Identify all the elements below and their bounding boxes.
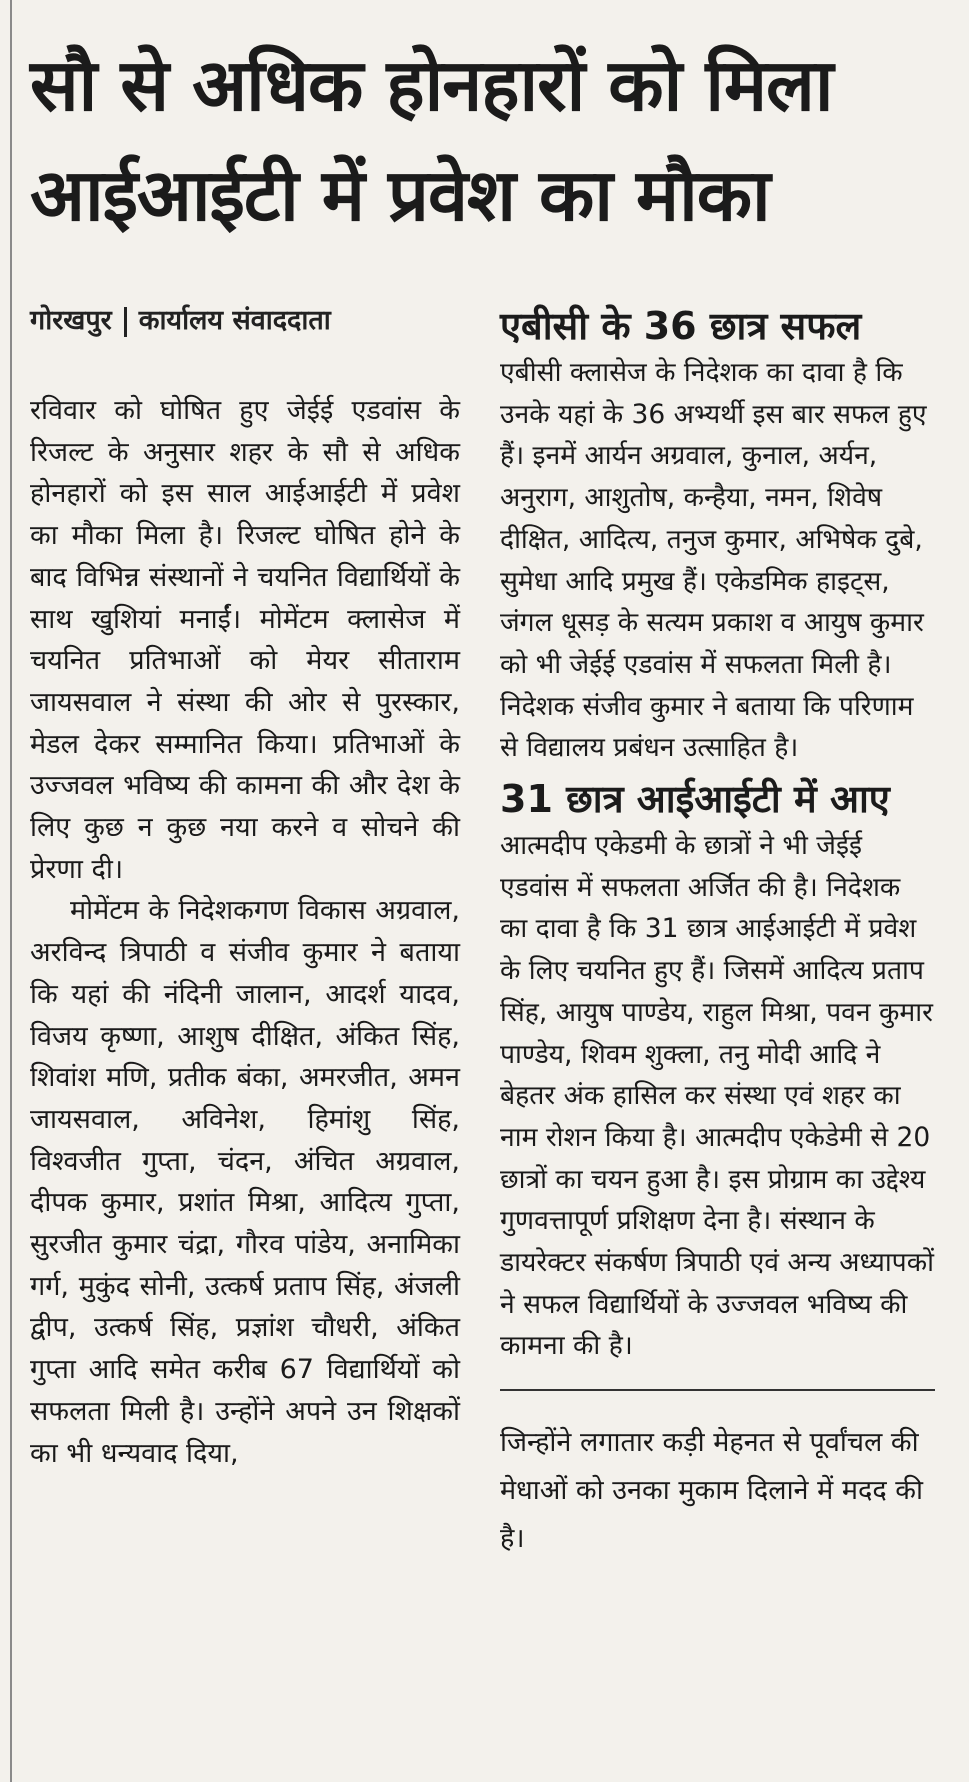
dateline [30,300,470,337]
subheading-abc: एबीसी के 36 छात्र सफल [500,304,862,348]
dateline-reporter: कार्यालय संवाददाता [138,305,331,336]
column-divider-rule [500,1389,935,1391]
left-paragraph-1: रविवार को घोषित हुए जेईई एडवांस के रिजल्ट के अनुसार शहर के सौ से अधिक होनहारों को इस साल आईआईटी में प्रवेश का मौका मिला है। रिजल्ट घोषित होने के बाद विभिन्न संस्थानों ने चयनित विद्यार्थियों के साथ खुशियां मनाईं। मोमेंटम क्लासेज में चयनित प्रतिभाओं को मेयर सीताराम जायसवाल ने संस्था की ओर से पुरस्कार, मेडल देकर सम्मानित किया। प्रतिभाओं के उज्जवल भविष्य की कामना की और देश के लिए कुछ न कुछ नया करने व सोचने की प्रेरणा दी। [30,395,460,885]
dateline-separator [124,307,127,337]
headline-line-2: आईआईटी में प्रवेश का मौका [30,153,770,237]
left-paragraph-2: मोमेंटम के निदेशकगण विकास अग्रवाल, अरविन्द त्रिपाठी व संजीव कुमार ने बताया कि यहां की नंदिनी जालान, आदर्श यादव, विजय कृष्णा, आशुष दीक्षित, अंकित सिंह, शिवांश मणि, प्रतीक बंका, अमरजीत, अमन जायसवाल, अविनेश, हिमांशु सिंह, विश्वजीत गुप्ता, चंदन, अंचित अग्रवाल, दीपक कुमार, प्रशांत मिश्रा, आदित्य गुप्ता, सुरजीत कुमार चंद्रा, गौरव पांडेय, अनामिका गर्ग, मुकुंद सोनी, उत्कर्ष प्रताप सिंह, अंजली द्वीप, उत्कर्ष सिंह, प्रज्ञांश चौधरी, अंकित गुप्ता आदि समेत करीब 67 विद्यार्थियों को सफलता मिली है। उन्होंने अपने उन शिक्षकों का भी धन्यवाद दिया, [30,895,460,1469]
subheading-atmadeep: 31 छात्र आईआईटी में आए [500,777,890,822]
left-column [30,390,460,1474]
headline-line-1: सौ से अधिक होनहारों को मिला [30,43,833,127]
abc-paragraph: एबीसी क्लासेज के निदेशक का दावा है कि उनके यहां के 36 अभ्यर्थी इस बार सफल हुए हैं। इनमें आर्यन अग्रवाल, कुनाल, अर्यन, अनुराग, आशुतोष, कन्हैया, नमन, शिवेष दीक्षित, आदित्य, तनुज कुमार, अभिषेक दुबे, सुमेधा आदि प्रमुख हैं। एकेडमिक हाइट्स, जंगल धूसड़ के सत्यम प्रकाश व आयुष कुमार को भी जेईई एडवांस में सफलता मिली है। निदेशक संजीव कुमार ने बताया कि परिणाम से विद्यालय प्रबंधन उत्साहित है। [500,357,927,764]
right-column [500,300,935,1563]
continuation-text: जिन्होंने लगातार कड़ी मेहनत से पूर्वांचल की मेधाओं को उनका मुकाम दिलाने में मदद की है। [500,1427,923,1555]
headline [30,30,950,250]
dateline-place: गोरखपुर [30,305,112,336]
atmadeep-paragraph: आत्मदीप एकेडमी के छात्रों ने भी जेईई एडवांस में सफलता अर्जित की है। निदेशक का दावा है कि 31 छात्र आईआईटी में प्रवेश के लिए चयनित हुए हैं। जिसमें आदित्य प्रताप सिंह, आयुष पाण्डेय, राहुल मिश्रा, पवन कुमार पाण्डेय, शिवम शुक्ला, तनु मोदी आदि ने बेहतर अंक हासिल कर संस्था एवं शहर का नाम रोशन किया है। आत्मदीप एकेडेमी से 20 छात्रों का चयन हुआ है। इस प्रोग्राम का उद्देश्य गुणवत्तापूर्ण प्रशिक्षण देना है। संस्थान के डायरेक्टर संकर्षण त्रिपाठी एवं अन्य अध्यापकों ने सफल विद्यार्थियों के उज्जवल भविष्य की कामना की है। [500,830,934,1362]
page-edge-line [10,0,12,1782]
